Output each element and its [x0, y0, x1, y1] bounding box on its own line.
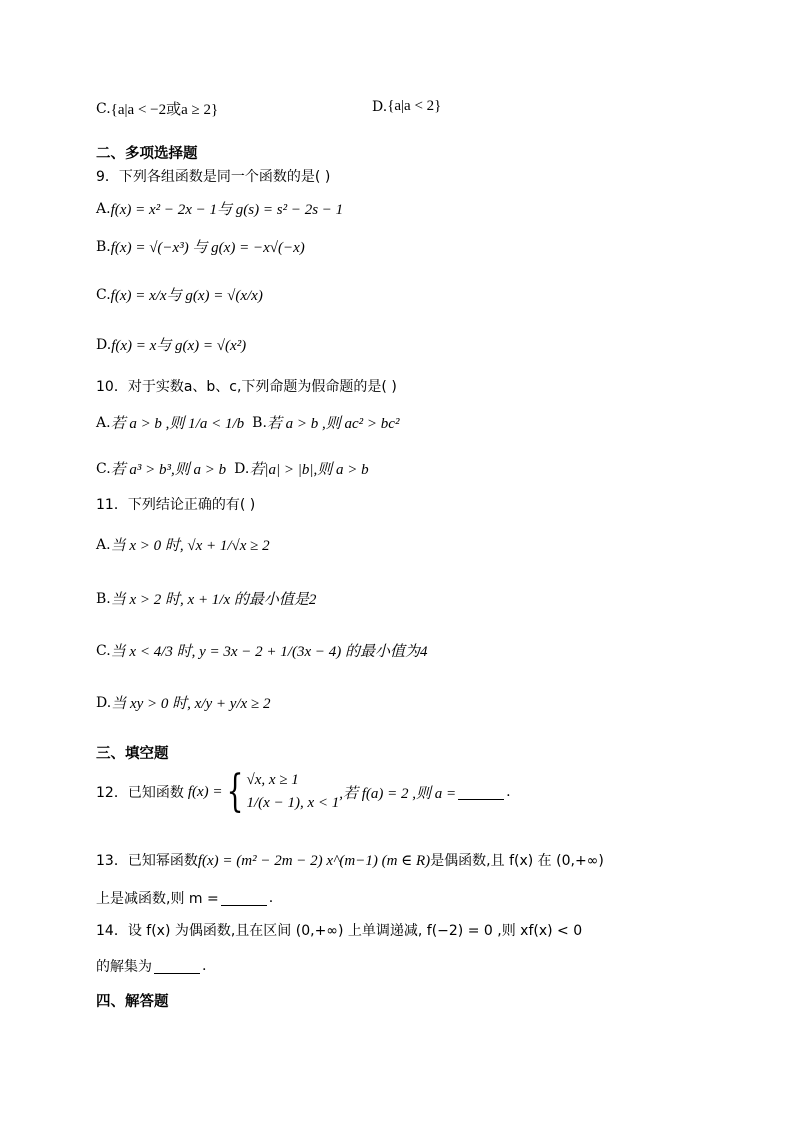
q12-stem-prefix: 12．已知函数	[96, 785, 184, 801]
q11-option-d-label: D.	[96, 694, 112, 711]
q8-option-c-text: {a|a < −2或a ≥ 2}	[110, 102, 219, 118]
q9-option-c	[96, 284, 263, 305]
q8-option-d-label: D.	[372, 98, 388, 115]
q8-option-d	[372, 98, 441, 115]
q11-option-b-label: B.	[96, 590, 111, 607]
q10-option-a-text: 若 a > b ,则 1/a < 1/b	[110, 416, 245, 432]
q14-line-2	[96, 956, 206, 976]
q9-option-b-text: f(x) = √(−x³) 与 g(x) = −x√(−x)	[110, 240, 305, 256]
q9-option-b-label: B.	[96, 238, 111, 255]
q9-option-a-text: f(x) = x² − 2x − 1与 g(s) = s² − 2s − 1	[110, 202, 344, 218]
q11-option-b	[96, 588, 316, 609]
q8-option-c-label: C.	[96, 100, 111, 117]
q10-option-c-label: C.	[96, 460, 111, 477]
q12-answer-blank[interactable]	[458, 785, 504, 800]
q10-options-cd	[96, 458, 369, 479]
q13-formula: f(x) = (m² − 2m − 2) x^(m−1) (m ∈ R)	[197, 852, 431, 869]
q13-prefix: 13．已知幂函数	[96, 853, 198, 869]
q10-option-c-text: 若 a³ > b³,则 a > b	[110, 462, 227, 478]
q11-option-d	[96, 692, 270, 713]
q13-answer-blank[interactable]	[221, 891, 267, 906]
q11-option-c-label: C.	[96, 642, 111, 659]
q10-stem: 10．对于实数a、b、c,下列命题为假命题的是( )	[96, 379, 397, 395]
q10-option-d-label: D.	[234, 460, 250, 477]
q9-option-d	[96, 334, 246, 355]
q11-option-b-text: 当 x > 2 时, x + 1/x 的最小值是2	[110, 592, 317, 608]
q9-option-b	[96, 236, 305, 257]
q9-option-a	[96, 198, 343, 219]
section-2-title: 二、多项选择题	[96, 146, 198, 162]
q10-option-d-text: 若|a| > |b|,则 a > b	[249, 462, 369, 478]
section-3-title: 三、填空题	[96, 746, 169, 762]
q10-option-b-label: B.	[252, 414, 267, 431]
q9-option-c-text: f(x) = x/x与 g(x) = √(x/x)	[110, 288, 263, 304]
q12-brace: {	[226, 766, 243, 817]
q12-cases	[247, 772, 340, 812]
q10-option-b-text: 若 a > b ,则 ac² > bc²	[266, 416, 400, 432]
q11-stem: 11．下列结论正确的有( )	[96, 497, 256, 513]
q13-line-2-text: 上是减函数,则 m =	[96, 891, 219, 907]
q13-line-1	[96, 850, 604, 870]
q12-case-2: 1/(x − 1), x < 1	[246, 795, 340, 811]
section-4-title: 四、解答题	[96, 994, 169, 1010]
q14-end: .	[202, 958, 207, 974]
q11-option-d-text: 当 xy > 0 时, x/y + y/x ≥ 2	[111, 696, 271, 712]
q14-line-2-text: 的解集为	[96, 959, 152, 975]
q12-end: .	[506, 784, 511, 800]
q9-option-d-text: f(x) = x与 g(x) = √(x²)	[111, 338, 247, 354]
q12-case-1: √x, x ≥ 1	[246, 772, 299, 788]
q11-option-c	[96, 640, 428, 661]
q14-line-1: 14．设 f(x) 为偶函数,且在区间 (0,+∞) 上单调递减, f(−2) = 0 ,则 xf(x) < 0	[96, 923, 583, 939]
q10-option-a-label: A.	[96, 414, 111, 431]
q13-suffix: 是偶函数,且 f(x) 在 (0,+∞)	[430, 853, 604, 869]
q12: 12．已知函数 f(x) = { √x, x ≥ 1 1/(x − 1), x < 1 ,若 f(a) = 2 ,则 a = .	[96, 766, 511, 817]
q8-option-d-text: {a|a < 2}	[387, 98, 442, 114]
q10-options-ab	[96, 412, 399, 433]
q11-option-a-text: 当 x > 0 时, √x + 1/√x ≥ 2	[110, 538, 270, 554]
q9-option-c-label: C.	[96, 286, 111, 303]
q9-option-a-label: A.	[96, 200, 111, 217]
q12-condition: ,若 f(a) = 2 ,则 a =	[339, 785, 457, 802]
q11-option-c-text: 当 x < 4/3 时, y = 3x − 2 + 1/(3x − 4) 的最小值为4	[110, 644, 428, 660]
q9-option-d-label: D.	[96, 336, 112, 353]
q8-option-c	[96, 98, 218, 119]
q11-option-a	[96, 534, 270, 555]
q13-end: .	[268, 890, 274, 906]
q9-stem: 9．下列各组函数是同一个函数的是( )	[96, 169, 331, 185]
q13-line-2	[96, 888, 273, 908]
q14-answer-blank[interactable]	[154, 959, 200, 974]
q11-option-a-label: A.	[96, 536, 111, 553]
